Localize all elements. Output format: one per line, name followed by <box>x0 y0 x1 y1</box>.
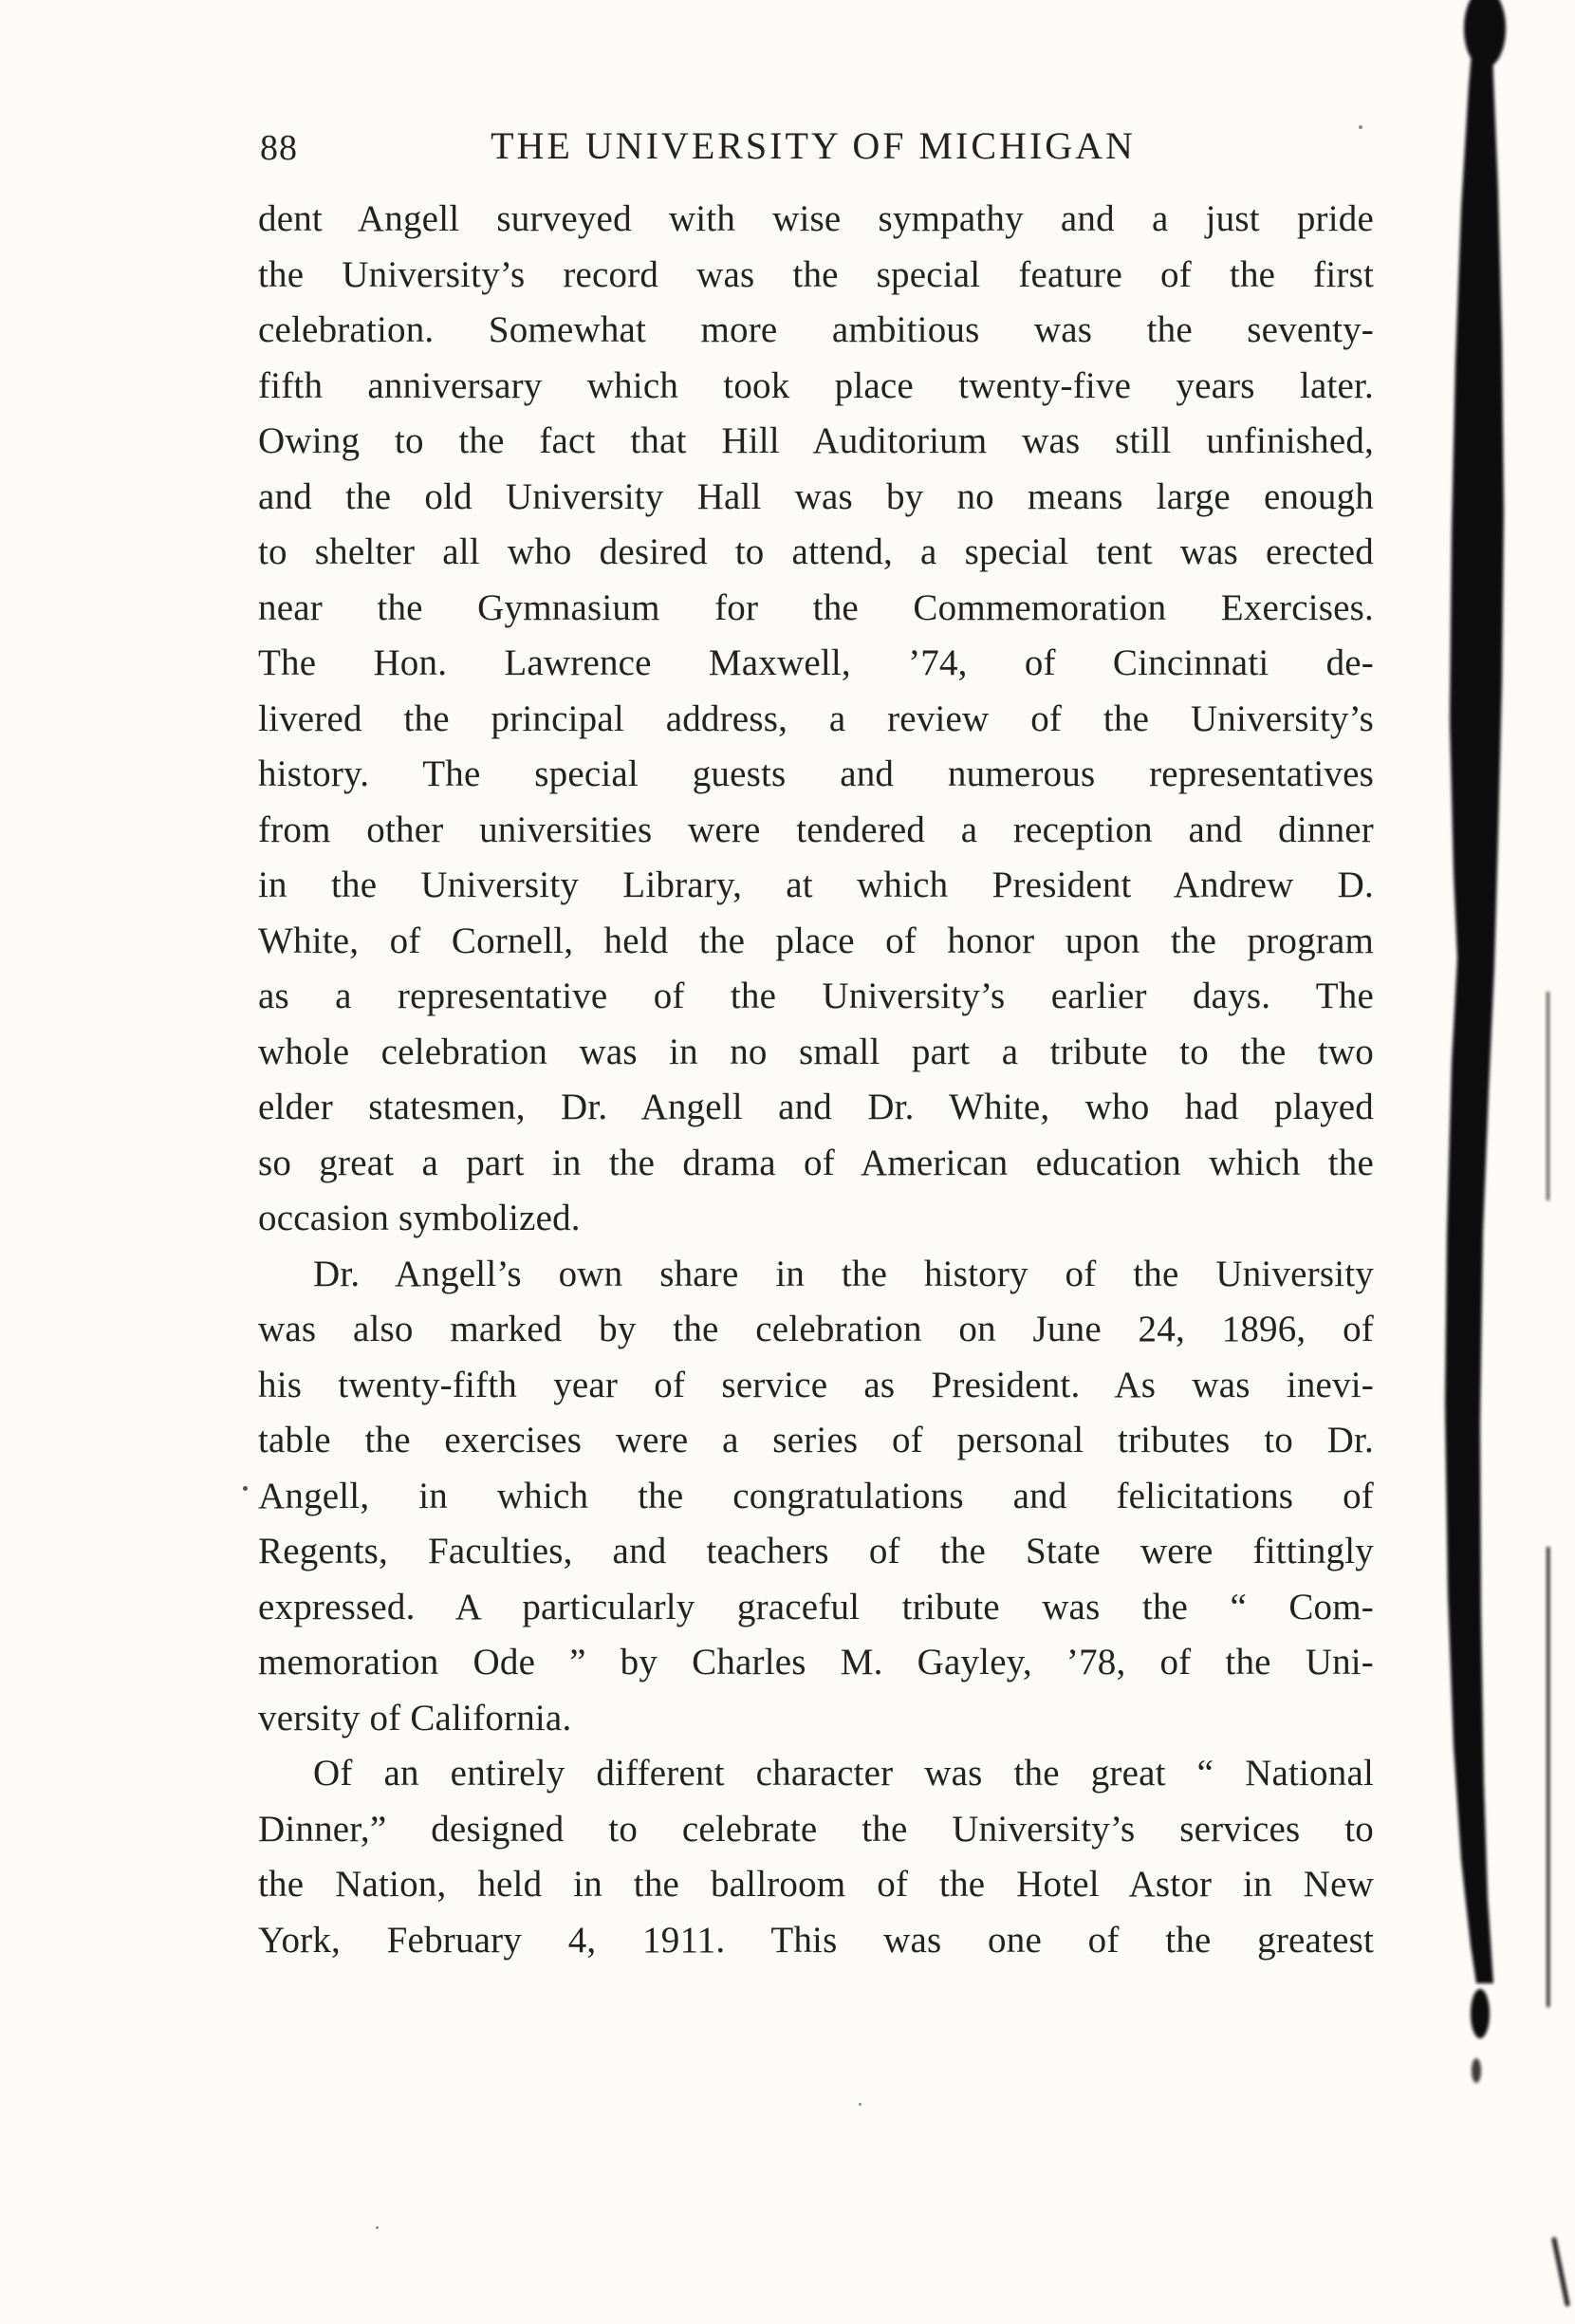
text-block <box>258 120 1374 1968</box>
text-line: expressed. A particularly graceful tribute was the “ Com- <box>258 1586 1374 1627</box>
text-line: Of an entirely different character was the great “ National <box>313 1753 1374 1794</box>
scan-speck <box>1359 125 1362 129</box>
text-line: was also marked by the celebration on June 24, 1896, of <box>258 1309 1374 1349</box>
text-line: White, of Cornell, held the place of honor upon the program <box>258 920 1374 961</box>
text-line: Angell, in which the congratulations and felicitations of <box>258 1475 1374 1516</box>
text-line: dent Angell surveyed with wise sympathy and a just pride <box>258 198 1374 239</box>
running-header: THE UNIVERSITY OF MICHIGAN <box>491 124 1136 167</box>
text-line: from other universities were tendered a reception and dinner <box>258 809 1374 850</box>
text-line: occasion symbolized. <box>258 1198 581 1238</box>
text-line: fifth anniversary which took place twenty-five years later. <box>258 364 1374 406</box>
text-line: celebration. Somewhat more ambitious was the seventy- <box>258 309 1374 350</box>
page-number: 88 <box>260 128 298 168</box>
text-line: the Nation, held in the ballroom of the Hotel Astor in New <box>258 1864 1374 1905</box>
text-line: memoration Ode ” by Charles M. Gayley, ’78, of the Uni- <box>258 1642 1374 1683</box>
text-line: whole celebration was in no small part a tribute to the two <box>258 1031 1374 1072</box>
scan-speck <box>376 2226 379 2229</box>
text-line: near the Gymnasium for the Commemoration Exercises. <box>258 586 1374 628</box>
scan-gutter-shadow <box>1395 0 1575 2324</box>
text-line: so great a part in the drama of American education which the <box>258 1142 1374 1183</box>
text-line: the University’s record was the special feature of the first <box>258 253 1374 295</box>
text-line: in the University Library, at which President Andrew D. <box>258 865 1374 905</box>
text-line: versity of California. <box>258 1697 572 1738</box>
scan-speck <box>859 2103 862 2106</box>
text-line: history. The special guests and numerous representatives <box>258 753 1374 794</box>
text-line: Dr. Angell’s own share in the history of the University <box>313 1253 1374 1294</box>
text-line: elder statesmen, Dr. Angell and Dr. White, who had played <box>258 1087 1374 1127</box>
scan-speck <box>243 1486 248 1491</box>
text-line: and the old University Hall was by no means large enough <box>258 475 1374 517</box>
text-line: York, February 4, 1911. This was one of the greatest <box>258 1919 1374 1961</box>
body-text <box>258 192 1374 1968</box>
text-line: The Hon. Lawrence Maxwell, ’74, of Cincinnati de- <box>258 642 1374 683</box>
text-line: Dinner,” designed to celebrate the University’s services to <box>258 1808 1374 1850</box>
text-line: his twenty-fifth year of service as President. As was inevi- <box>258 1364 1374 1405</box>
text-line: as a representative of the University’s earlier days. The <box>258 976 1374 1016</box>
page-header <box>258 120 1374 180</box>
text-line: to shelter all who desired to attend, a special tent was erected <box>258 531 1374 572</box>
text-line: livered the principal address, a review of the University’s <box>258 697 1374 739</box>
text-line: Owing to the fact that Hill Auditorium was still unfinished, <box>258 420 1374 461</box>
text-line: table the exercises were a series of personal tributes to Dr. <box>258 1420 1374 1460</box>
text-line: Regents, Faculties, and teachers of the State were fittingly <box>258 1531 1374 1571</box>
